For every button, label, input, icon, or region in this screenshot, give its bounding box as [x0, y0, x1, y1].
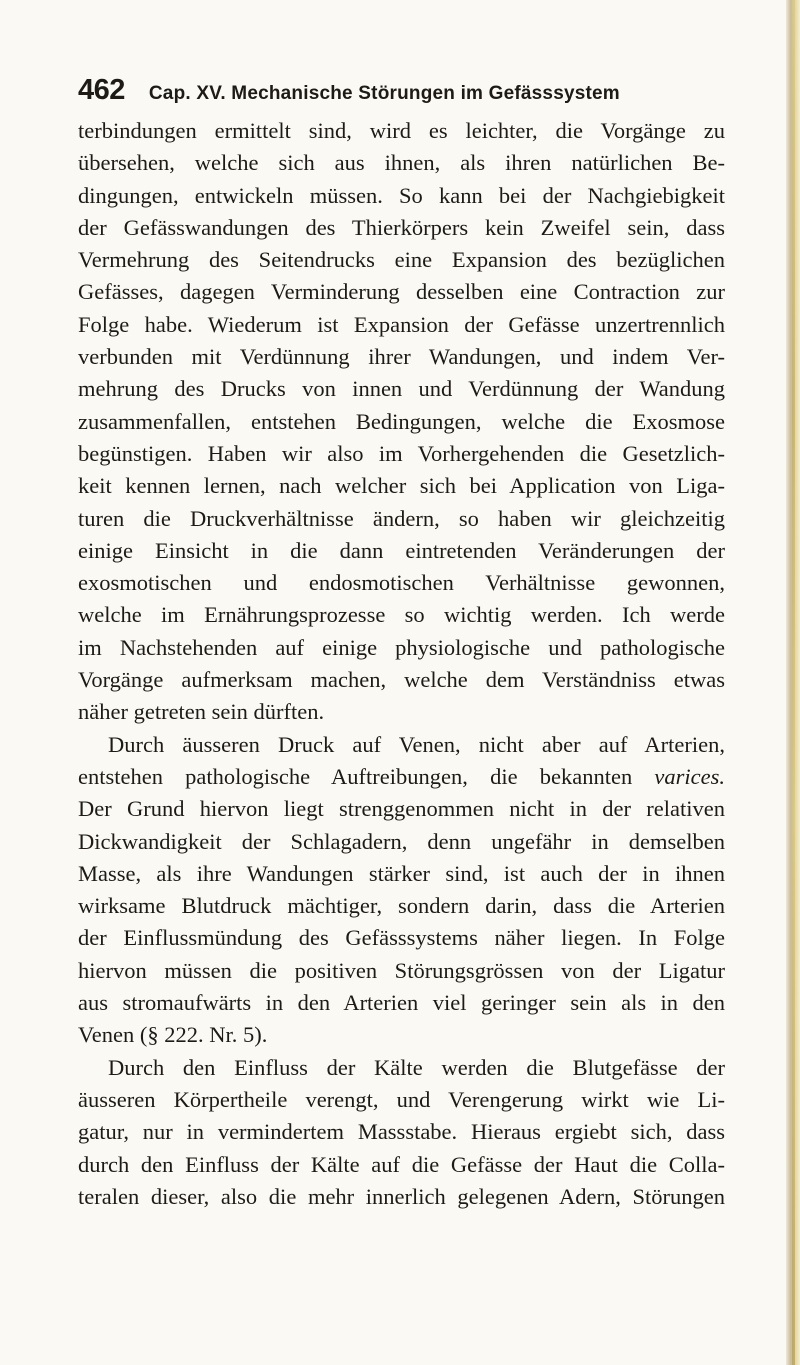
- text-line: Der Grund hiervon liegt strenggenommen nicht in der relativen: [78, 796, 725, 822]
- text-line: exosmotischen und endosmotischen Verhältnisse gewonnen,: [78, 570, 725, 596]
- text-line: terbindungen ermittelt sind, wird es leichter, die Vorgänge zu: [78, 118, 725, 143]
- text-line: durch den Einfluss der Kälte auf die Gefässe der Haut die Colla-: [78, 1151, 725, 1177]
- text-line: Dickwandigkeit der Schlagadern, denn ungefähr in demselben: [78, 828, 725, 854]
- text-line: Vermehrung des Seitendrucks eine Expansion des bezüglichen: [78, 247, 725, 273]
- text-line: begünstigen. Haben wir also im Vorhergehenden die Gesetzlich-: [78, 440, 725, 466]
- text-line: einige Einsicht in die dann eintretenden Veränderungen der: [78, 537, 725, 563]
- text-line: zusammenfallen, entstehen Bedingungen, welche die Exosmose: [78, 408, 725, 434]
- text-line: aus stromaufwärts in den Arterien viel geringer sein als in den: [78, 990, 725, 1016]
- body-text: [78, 115, 725, 1213]
- text-line: turen die Druckverhältnisse ändern, so haben wir gleichzeitig: [78, 505, 725, 531]
- text-line: Durch äusseren Druck auf Venen, nicht aber auf Arterien,: [108, 731, 725, 757]
- text-line: im Nachstehenden auf einige physiologische und pathologische: [78, 634, 725, 660]
- text-line: näher getreten sein dürften.: [78, 699, 325, 725]
- text-line: dingungen, entwickeln müssen. So kann bei der Nachgiebigkeit: [78, 182, 725, 208]
- text-line: gatur, nur in vermindertem Massstabe. Hieraus ergiebt sich, dass: [78, 1119, 725, 1145]
- text-line: verbunden mit Verdünnung ihrer Wandungen, und indem Ver-: [78, 344, 725, 370]
- text-line: der Einflussmündung des Gefässsystems näher liegen. In Folge: [78, 925, 725, 951]
- page-number: 462: [78, 74, 125, 106]
- page-edge-shadow: [786, 0, 800, 1365]
- text-line: hiervon müssen die positiven Störungsgrössen von der Ligatur: [78, 957, 725, 983]
- text-line: Venen (§ 222. Nr. 5).: [78, 1022, 268, 1048]
- text-line: welche im Ernährungsprozesse so wichtig werden. Ich werde: [78, 602, 725, 628]
- text-line: übersehen, welche sich aus ihnen, als ihren natürlichen Be-: [78, 150, 725, 176]
- text-line-part: entstehen pathologische Auftreibungen, die bekannten: [78, 763, 655, 789]
- text-line-with-italic: [78, 761, 725, 793]
- text-line: Vorgänge aufmerksam machen, welche dem Verständniss etwas: [78, 667, 725, 693]
- text-line: der Gefässwandungen des Thierkörpers kein Zweifel sein, dass: [78, 214, 725, 240]
- text-line: Folge habe. Wiederum ist Expansion der Gefässe unzertrennlich: [78, 311, 725, 337]
- text-line: keit kennen lernen, nach welcher sich bei Application von Liga-: [78, 473, 725, 499]
- page-header: [78, 74, 678, 114]
- text-line: wirksame Blutdruck mächtiger, sondern darin, dass die Arterien: [78, 893, 725, 919]
- running-head: Cap. XV. Mechanische Störungen im Gefässsystem: [148, 83, 620, 104]
- text-line: Gefässes, dagegen Verminderung desselben eine Contraction zur: [78, 279, 725, 305]
- text-line: mehrung des Drucks von innen und Verdünnung der Wandung: [78, 376, 725, 402]
- italic-term: varices.: [654, 763, 725, 789]
- page-edge-binding: [792, 0, 795, 1365]
- text-line: Masse, als ihre Wandungen stärker sind, ist auch der in ihnen: [78, 860, 725, 886]
- text-line: Durch den Einfluss der Kälte werden die Blutgefässe der: [108, 1054, 725, 1080]
- text-line: teralen dieser, also die mehr innerlich gelegenen Adern, Störungen: [78, 1183, 725, 1209]
- text-line: äusseren Körpertheile verengt, und Verengerung wirkt wie Li-: [78, 1086, 725, 1112]
